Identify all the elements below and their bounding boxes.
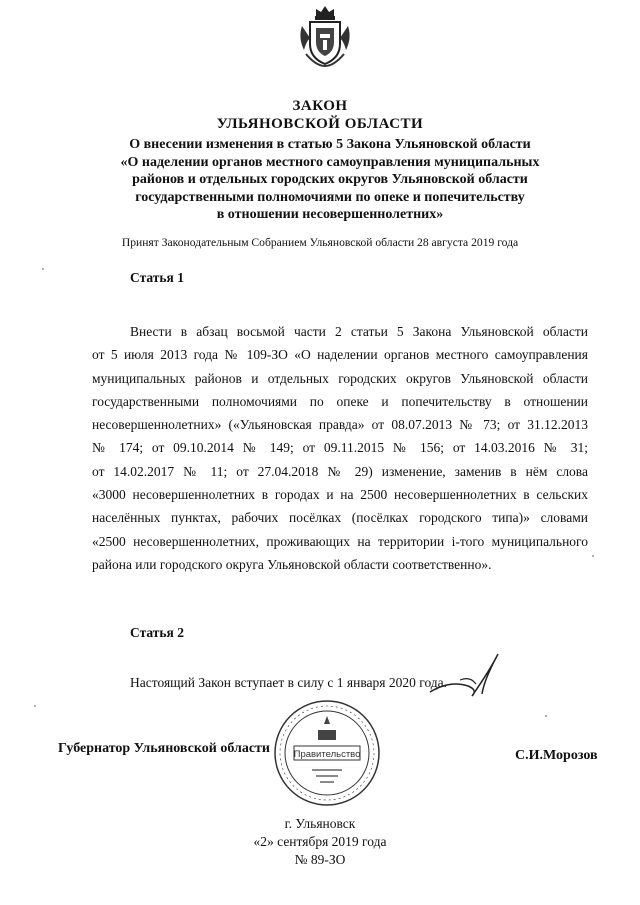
handwritten-signature-icon [420, 650, 510, 700]
signatory-name: С.И.Морозов [515, 748, 598, 763]
stamp-label: Правительство [293, 749, 361, 760]
issue-date: «2» сентября 2019 года [253, 834, 387, 849]
article-2-heading: Статья 2 [130, 625, 184, 640]
governor-title: Губернатор Ульяновской области [58, 741, 270, 756]
article-1-line: Внести в абзац восьмой части 2 статьи 5 Закона Ульяновской области [130, 324, 588, 339]
subject-line: в отношении несовершеннолетних» [216, 207, 444, 222]
subject-line: районов и отдельных городских округов Ульяновской области [132, 172, 528, 187]
official-stamp-icon [272, 698, 382, 808]
article-1-line: «3000 несовершеннолетних в городах и на 2500 несовершеннолетних в сельских [92, 487, 588, 503]
article-1-line: от 5 июля 2013 года № 109-ЗО «О наделении органов местного самоуправления [92, 347, 588, 363]
article-1-line: № 174; от 09.10.2014 № 149; от 09.11.2015 № 156; от 14.03.2016 № 31; [92, 440, 588, 456]
article-1-text [92, 320, 588, 576]
article-1-heading: Статья 1 [130, 270, 184, 285]
subject-line: О внесении изменения в статью 5 Закона Ульяновской области [129, 137, 531, 152]
scan-speck [34, 705, 36, 707]
document-region: УЛЬЯНОВСКОЙ ОБЛАСТИ [216, 116, 424, 132]
article-1-line: муниципальных районов и отдельных городских округов Ульяновской области [92, 370, 588, 386]
subject-line: государственными полномочиями по опеке и попечительству [135, 189, 525, 205]
document-subject [70, 136, 590, 224]
document-title: ЗАКОН [292, 98, 348, 114]
subject-line: «О наделении органов местного самоуправления муниципальных [120, 154, 540, 170]
article-2-text: Настоящий Закон вступает в силу с 1 января 2020 года. [130, 675, 448, 690]
article-1-line: населённых пунктах, рабочих посёлках (посёлках городского типа)» словами [92, 510, 588, 526]
scan-speck [592, 555, 594, 557]
adoption-note: Принят Законодательным Собранием Ульяновской области 28 августа 2019 года [121, 236, 519, 249]
article-1-line: несовершеннолетних» («Ульяновская правда» от 08.07.2013 № 73; от 31.12.2013 [92, 417, 588, 433]
law-number: № 89-ЗО [294, 852, 346, 867]
coat-of-arms-icon [296, 4, 354, 68]
article-1-line: от 14.02.2017 № 11; от 27.04.2018 № 29) изменение, заменив в нём слова [92, 463, 588, 479]
article-1-line: государственными полномочиями по опеке и попечительству в отношении [92, 393, 588, 409]
issue-city: г. Ульяновск [284, 816, 356, 831]
scan-speck [545, 715, 547, 717]
scan-speck [42, 268, 44, 270]
article-1-line: района или городского округа Ульяновской области соответственно». [92, 556, 492, 572]
article-1-line: «2500 несовершеннолетних, проживающих на территории i-того муниципального [92, 533, 588, 549]
